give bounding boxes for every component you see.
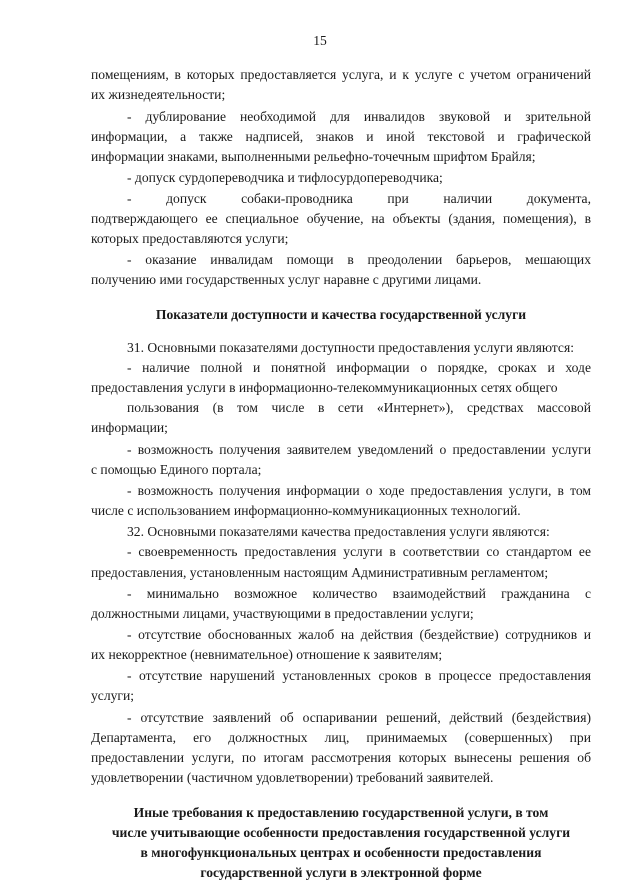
text-line: - возможность получения заявителем уведомлений о предоставлении услуги — [127, 442, 591, 457]
text-line: информации, а также надписей, знаков и иной текстовой и графической — [91, 129, 591, 144]
text-line: - допуск сурдопереводчика и тифлосурдопереводчика; — [127, 170, 443, 185]
text-line: - отсутствие нарушений установленных сроков в процессе предоставления — [127, 668, 591, 683]
section-heading-line: в многофункциональных центрах и особенности предоставления — [140, 845, 542, 860]
text-line: получению ими государственных услуг наравне с другими лицами. — [91, 272, 482, 287]
text-line: должностными лицами, участвующими в предоставлении услуги; — [91, 606, 474, 621]
text-line: - отсутствие обоснованных жалоб на действия (бездействие) сотрудников и — [127, 627, 591, 642]
text-line: с помощью Единого портала; — [91, 462, 262, 477]
text-line: - отсутствие заявлений об оспаривании решений, действий (бездействия) — [127, 710, 591, 725]
text-line: их жизнедеятельности; — [91, 87, 226, 102]
text-line: - возможность получения информации о ходе предоставления услуги, в том — [127, 483, 591, 498]
text-line: 31. Основными показателями доступности предоставления услуги являются: — [127, 340, 574, 355]
text-line: - допуск собаки-проводника при наличии документа, — [127, 191, 591, 206]
text-line: - оказание инвалидам помощи в преодолении барьеров, мешающих — [127, 252, 591, 267]
text-line: - минимально возможное количество взаимодействий гражданина с — [127, 586, 591, 601]
text-line: подтверждающего ее специальное обучение, на объекты (здания, помещения), в — [91, 211, 591, 226]
text-line: предоставления услуги в информационно-телекоммуникационных сетях общего — [91, 380, 558, 395]
text-line: информации знаками, выполненными рельефно-точечным шрифтом Брайля; — [91, 149, 536, 164]
section-heading: Показатели доступности и качества государственной услуги — [155, 307, 527, 322]
text-line: предоставления, установленным настоящим Административным регламентом; — [91, 565, 549, 580]
text-line: - своевременность предоставления услуги в соответствии со стандартом ее — [127, 544, 591, 559]
text-line: их некорректное (невнимательное) отношение к заявителям; — [91, 647, 443, 662]
section-heading-line: Иные требования к предоставлению государственной услуги, в том — [133, 805, 549, 820]
text-line: предоставлении услуги, по итогам рассмотрения которых вынесены решения об — [91, 750, 591, 765]
section-heading-line: государственной услуги в электронной форме — [200, 865, 482, 880]
text-line: услуги; — [91, 688, 135, 703]
text-line: числе с использованием информационно-коммуникационных технологий. — [91, 503, 521, 518]
text-line: 32. Основными показателями качества предоставления услуги являются: — [127, 524, 550, 539]
text-line: удовлетворении (частичном удовлетворении) требований заявителей. — [91, 770, 494, 785]
text-line: которых предоставляются услуги; — [91, 231, 289, 246]
text-line: информации; — [91, 420, 168, 435]
text-line: Департамента, его должностных лиц, принимаемых (совершенных) при — [91, 730, 591, 745]
text-line: - дублирование необходимой для инвалидов звуковой и зрительной — [127, 109, 591, 124]
text-line: - наличие полной и понятной информации о порядке, сроках и ходе — [127, 360, 591, 375]
text-line: пользования (в том числе в сети «Интернет»), средствах массовой — [127, 400, 591, 415]
page-number: 15 — [313, 33, 327, 48]
section-heading-line: числе учитывающие особенности предоставления государственной услуги — [111, 825, 571, 840]
text-line: помещениям, в которых предоставляется услуга, и к услуге с учетом ограничений — [91, 67, 591, 82]
